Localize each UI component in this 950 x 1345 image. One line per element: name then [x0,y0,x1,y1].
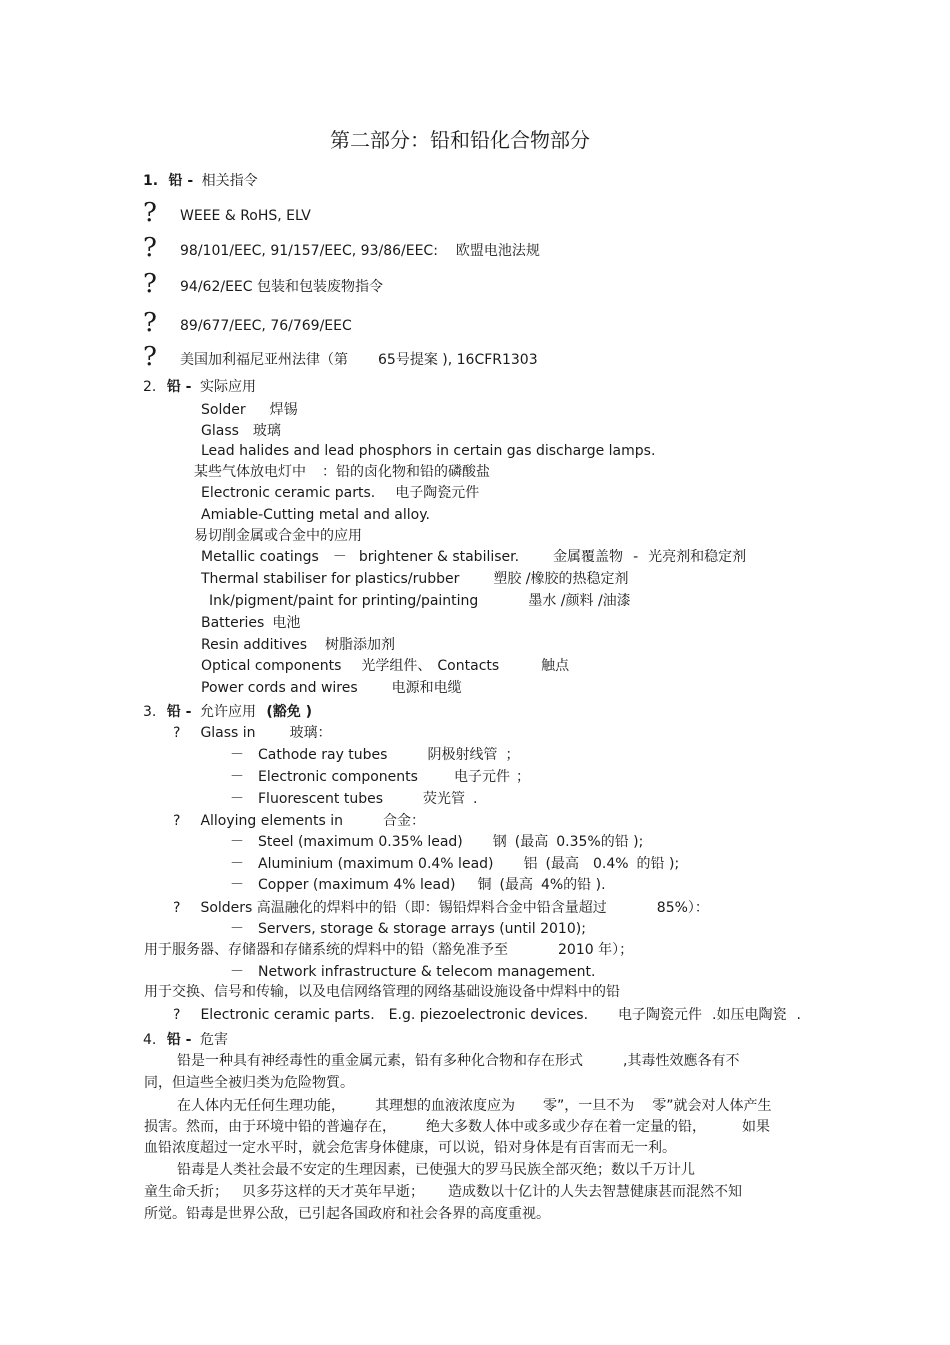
application-line: Lead halides and lead phosphors in certain gas discharge lamps. [201,443,656,459]
application-line: Amiable-Cutting metal and alloy. [201,507,430,523]
paragraph-2-line: 血铅浓度超过一定水平时，就会危害身体健康，可以说，铅对身体是有百害而无一利。 [144,1140,676,1156]
section-head: 铅 - [168,173,194,189]
application-line: Ink/pigment/paint for printing/painting 墨水 /颜料 /油漆 [209,593,631,609]
section-1-heading [143,172,258,190]
application-line: Glass 玻璃 [201,423,281,439]
bullet-question-icon: ? [143,233,157,263]
paragraph-2-line: 损害。然而，由于环境中铅的普遍存在， 绝大多数人体中或多或少存在着一定量的铅， 如果 [144,1119,770,1135]
exemption-group-glass: ? Glass in 玻璃： [173,725,332,741]
application-line: Solder 焊锡 [201,402,298,418]
exemption-item-cn: 用于交换、信号和传输，以及电信网络管理的网络基础设施设备中焊料中的铅 [144,984,620,1000]
application-line: Thermal stabiliser for plastics/rubber 塑胶 /橡胶的热稳定剂 [201,571,629,587]
application-line: Resin additives 树脂添加剂 [201,637,396,653]
directive-item: 89/677/EEC, 76/769/EEC [180,318,352,334]
paragraph-3-line: 童生命夭折； 贝多芬这样的天才英年早逝； 造成数以十亿计的人失去智慧健康甚而混然不知 [144,1184,742,1200]
exemption-item: － Aluminium (maximum 0.4% lead) 铝 (最高 0.4% 的铅 ); [230,856,680,872]
directive-item: WEEE & RoHS, ELV [180,208,311,224]
paragraph-3-line: 所觉。铅毒是世界公敌，已引起各国政府和社会各界的高度重视。 [144,1206,550,1222]
bullet-question-icon: ? [143,198,157,228]
exemption-item: － Network infrastructure & telecom management. [230,964,596,980]
application-line: 易切削金属或合金中的应用 [194,528,362,544]
section-number: 1. [143,173,159,189]
exemption-item: － Steel (maximum 0.35% lead) 钢 (最高 0.35%的铅 ); [230,834,644,850]
directive-item: 美国加利福尼亚州法律（第 65号提案 ), 16CFR1303 [180,352,538,368]
section-label: 相关指令 [201,173,258,189]
application-line: Optical components 光学组件、 Contacts 触点 [201,658,570,674]
application-line: 某些气体放电灯中 ：铅的卤化物和铅的磷酸盐 [194,464,490,480]
application-line: Electronic ceramic parts. 电子陶瓷元件 [201,485,480,501]
application-line: Metallic coatings － brightener & stabiliser. 金属覆盖物 - 光亮剂和稳定剂 [201,549,747,565]
section-4-heading: 4. 铅 - 危害 [143,1032,228,1048]
exemption-item: － Cathode ray tubes 阴极射线管 ； [230,747,520,763]
paragraph-1-line: 同，但這些全被归类为危险物質。 [144,1075,354,1091]
exemption-item-cn: 用于服务器、存储器和存储系统的焊料中的铅（豁免准予至 2010 年）； [144,942,634,958]
exemption-item: － Electronic components 电子元件 ； [230,769,530,785]
exemption-group-alloy: ? Alloying elements in 合金： [173,813,425,829]
page-title: 第二部分：铅和铅化合物部分 [330,128,590,152]
bullet-question-icon: ? [143,269,157,299]
section-2-heading: 2. 铅 - 实际应用 [143,379,256,395]
exemption-group-solders: ? Solders 高温融化的焊料中的铅（即：锡铅焊料合金中铅含量超过 85%）： [173,900,709,916]
bullet-question-icon: ? [143,308,157,338]
directive-item: 98/101/EEC, 91/157/EEC, 93/86/EEC: 欧盟电池法规 [180,243,540,259]
exemption-item: － Copper (maximum 4% lead) 铜 (最高 4%的铅 ). [230,877,606,893]
exemption-item: － Fluorescent tubes 荧光管 . [230,791,478,807]
paragraph-3-line: 铅毒是人类社会最不安定的生理因素，已使强大的罗马民族全部灭绝；数以千万计儿 [177,1162,695,1178]
application-line: Power cords and wires 电源和电缆 [201,680,462,696]
paragraph-2-line: 在人体内无任何生理功能， 其理想的血液浓度应为 零”，一旦不为 零”就会对人体产生 [177,1098,772,1114]
bullet-question-icon: ? [143,342,157,372]
application-line: Batteries 电池 [201,615,301,631]
exemption-group-ceramic: ? Electronic ceramic parts. E.g. piezoelectronic devices. 电子陶瓷元件 .如压电陶瓷 . [173,1007,801,1023]
exemption-item: － Servers, storage & storage arrays (until 2010); [230,921,586,937]
paragraph-1-line: 铅是一种具有神经毒性的重金属元素，铅有多种化合物和存在形式 ,其毒性效應各有不 [177,1053,740,1069]
section-3-heading: 3. 铅 - 允许应用 (豁免 ) [143,704,313,720]
directive-item: 94/62/EEC 包装和包装废物指令 [180,279,383,295]
